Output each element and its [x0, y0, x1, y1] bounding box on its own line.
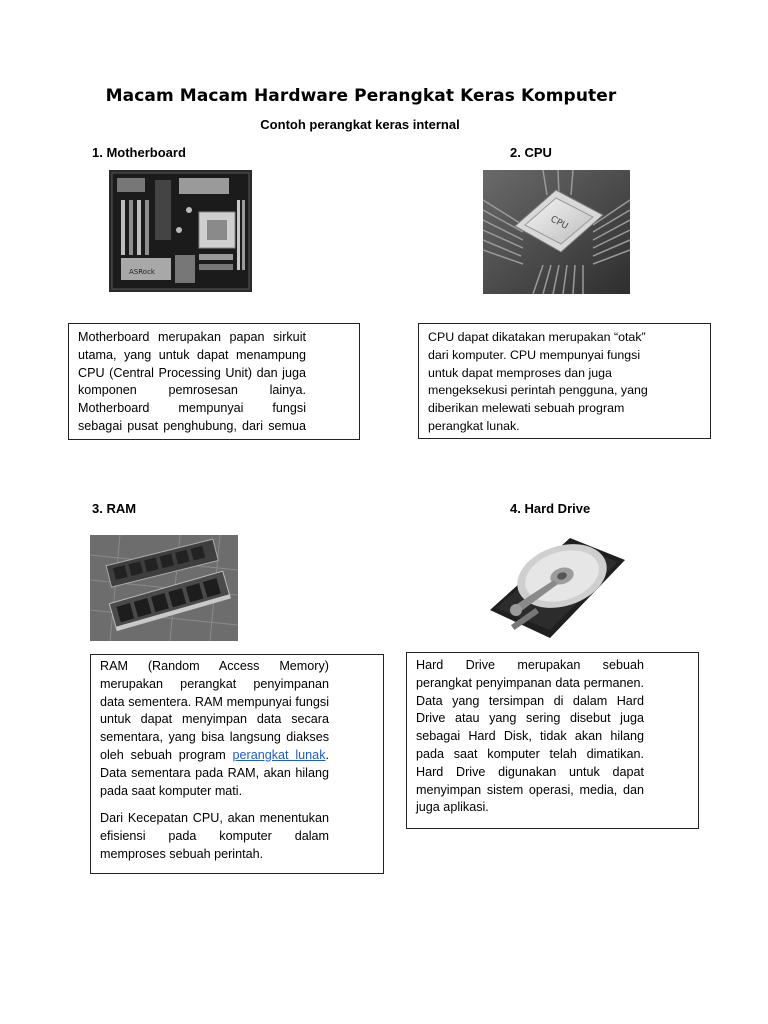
page-title: Macam Macam Hardware Perangkat Keras Komputer	[105, 86, 617, 106]
cpu-description-box	[418, 323, 711, 439]
cpu-line: perangkat lunak.	[428, 418, 520, 433]
perangkat-lunak-link[interactable]: perangkat lunak	[232, 747, 326, 762]
cpu-chip-icon	[483, 170, 630, 294]
motherboard-line: komponen pemrosesan lainya.	[78, 383, 306, 398]
harddrive-paragraph: Hard Drive merupakan sebuah perangkat penyimpanan data permanen. Data yang tersimpan di dalam Hard Drive atau yang sering disebut juga sebagai Hard Disk, tidak akan hilang pada saat komputer telah dimatikan. Hard Drive digunakan untuk dapat menyimpan sistem operasi, media, dan juga aplikasi.	[416, 658, 644, 815]
cpu-chip-label: CPU	[548, 214, 570, 233]
motherboard-line: utama, yang untuk dapat menampung	[78, 347, 306, 362]
cpu-line: diberikan melewati sebuah program	[428, 401, 625, 416]
cpu-heading: 2. CPU	[510, 145, 552, 160]
motherboard-heading: 1. Motherboard	[92, 145, 186, 160]
motherboard-icon	[109, 170, 252, 292]
cpu-line: mengeksekusi perintah pengguna, yang	[428, 383, 648, 398]
motherboard-line: Motherboard merupakan papan sirkuit	[78, 330, 306, 344]
cpu-line: CPU dapat dikatakan merupakan “otak”	[428, 330, 646, 344]
ram-paragraph-2: Dari Kecepatan CPU, akan menentukan efisiensi pada komputer dalam memproses sebuah perintah.	[100, 811, 329, 861]
ram-description-box	[90, 654, 384, 874]
cpu-line: untuk dapat memproses dan juga	[428, 365, 612, 380]
ram-text-before-link: RAM (Random Access Memory) merupakan perangkat penyimpanan data sementera. RAM mempunyai fungsi untuk dapat menyimpan data secara sementara, yang bisa langsung diakses oleh sebuah program	[100, 659, 329, 762]
motherboard-description-box	[68, 323, 360, 440]
page-subtitle: Contoh perangkat keras internal	[260, 117, 460, 132]
cpu-line: dari komputer. CPU mempunyai fungsi	[428, 347, 641, 362]
ram-text-after-link: . Data sementara pada RAM, akan hilang pada saat komputer mati.	[100, 747, 329, 798]
motherboard-line: CPU (Central Processing Unit) dan juga	[78, 365, 306, 380]
motherboard-line: Motherboard mempunyai fungsi	[78, 401, 306, 416]
ram-module-icon	[90, 535, 238, 641]
hard-drive-icon	[480, 530, 630, 642]
motherboard-line: sebagai pusat penghubung, dari semua	[78, 418, 306, 433]
harddrive-heading: 4. Hard Drive	[510, 501, 591, 516]
ram-paragraph-1	[100, 658, 329, 800]
harddrive-description-box	[406, 652, 699, 829]
ram-heading: 3. RAM	[92, 501, 137, 516]
motherboard-brand-label: ASRock	[129, 268, 155, 276]
